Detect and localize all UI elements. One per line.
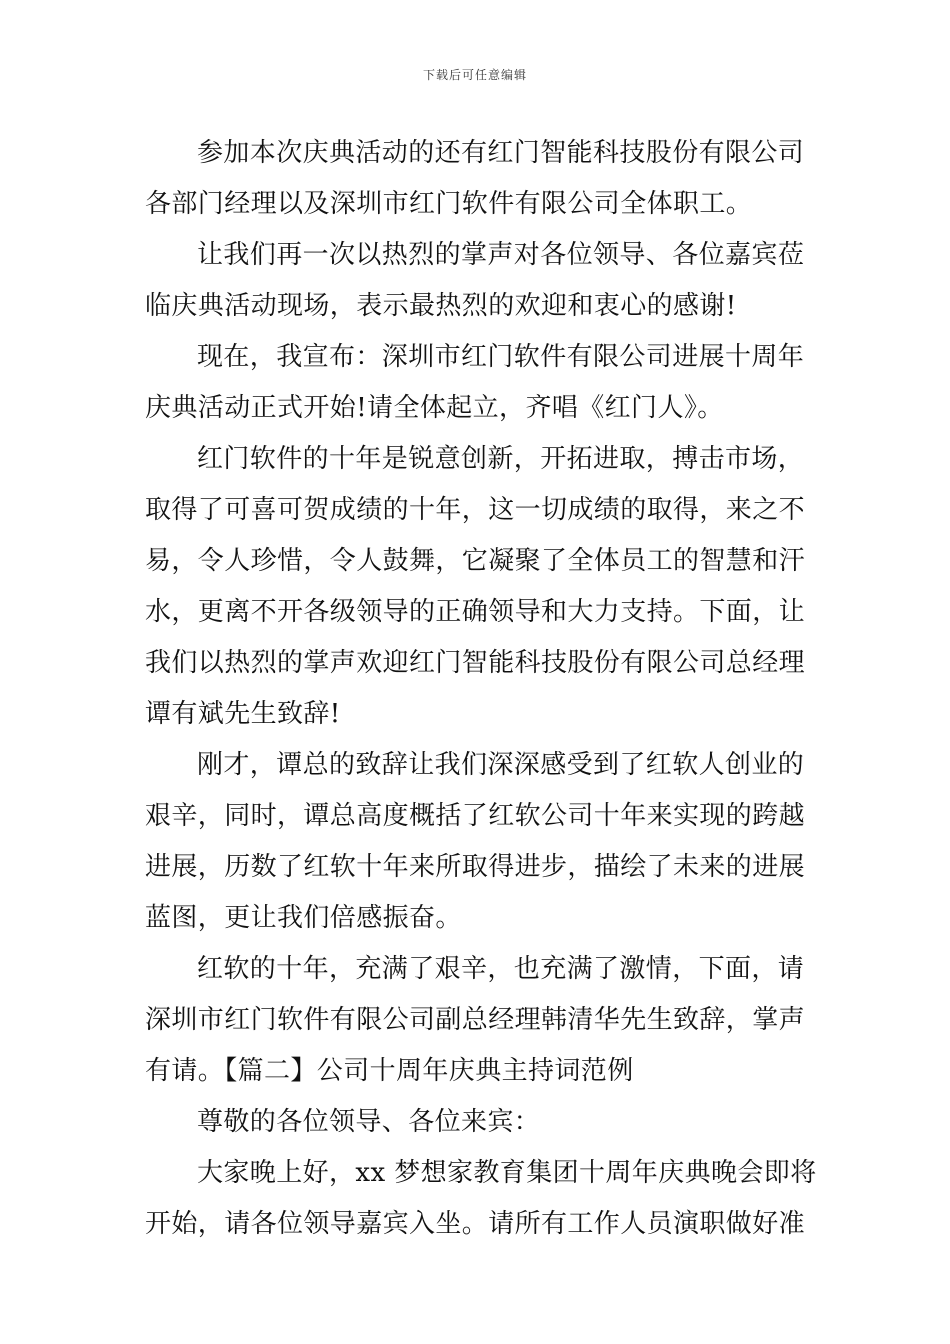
text-line: 蓝图，更让我们倍感振奋。 <box>145 903 462 933</box>
text-line: 取得了可喜可贺成绩的十年，这一切成绩的取得，来之不 <box>145 495 806 525</box>
text-line: 庆典活动正式开始!请全体起立，齐唱《红门人》。 <box>145 393 724 423</box>
text-line: 参加本次庆典活动的还有红门智能科技股份有限公司 <box>197 138 805 168</box>
text-line: 我们以热烈的掌声欢迎红门智能科技股份有限公司总经理 <box>145 648 806 678</box>
text-line: 谭有斌先生致辞! <box>145 699 341 729</box>
text-line: 红软的十年，充满了艰辛，也充满了激情，下面，请 <box>197 954 805 984</box>
text-line: 易，令人珍惜，令人鼓舞，它凝聚了全体员工的智慧和汗 <box>145 546 806 576</box>
text-line: 现在，我宣布：深圳市红门软件有限公司进展十周年 <box>197 342 805 372</box>
text-line: 水，更离不开各级领导的正确领导和大力支持。下面，让 <box>145 597 806 627</box>
text-line: 尊敬的各位领导、各位来宾： <box>197 1107 541 1137</box>
text-line: 刚才，谭总的致辞让我们深深感受到了红软人创业的 <box>197 750 805 780</box>
document-body <box>145 128 817 1250</box>
text-line: 让我们再一次以热烈的掌声对各位领导、各位嘉宾莅 <box>197 240 805 270</box>
text-line: 有请。【篇二】公司十周年庆典主持词范例 <box>145 1056 634 1086</box>
text-line: 各部门经理以及深圳市红门软件有限公司全体职工。 <box>145 189 753 219</box>
text-line: 开始，请各位领导嘉宾入坐。请所有工作人员演职做好准 <box>145 1209 806 1239</box>
text-line: 红门软件的十年是锐意创新，开拓进取，搏击市场， <box>197 444 805 474</box>
text-line: 进展，历数了红软十年来所取得进步，描绘了未来的进展 <box>145 852 806 882</box>
text-line: 深圳市红门软件有限公司副总经理韩清华先生致辞，掌声 <box>145 1005 806 1035</box>
page-header-note: 下载后可任意编辑 <box>422 68 527 82</box>
text-line: 艰辛，同时，谭总高度概括了红软公司十年来实现的跨越 <box>145 801 806 831</box>
text-line: 临庆典活动现场，表示最热烈的欢迎和衷心的感谢! <box>145 291 737 321</box>
text-line: 大家晚上好，xx 梦想家教育集团十周年庆典晚会即将 <box>197 1158 817 1188</box>
